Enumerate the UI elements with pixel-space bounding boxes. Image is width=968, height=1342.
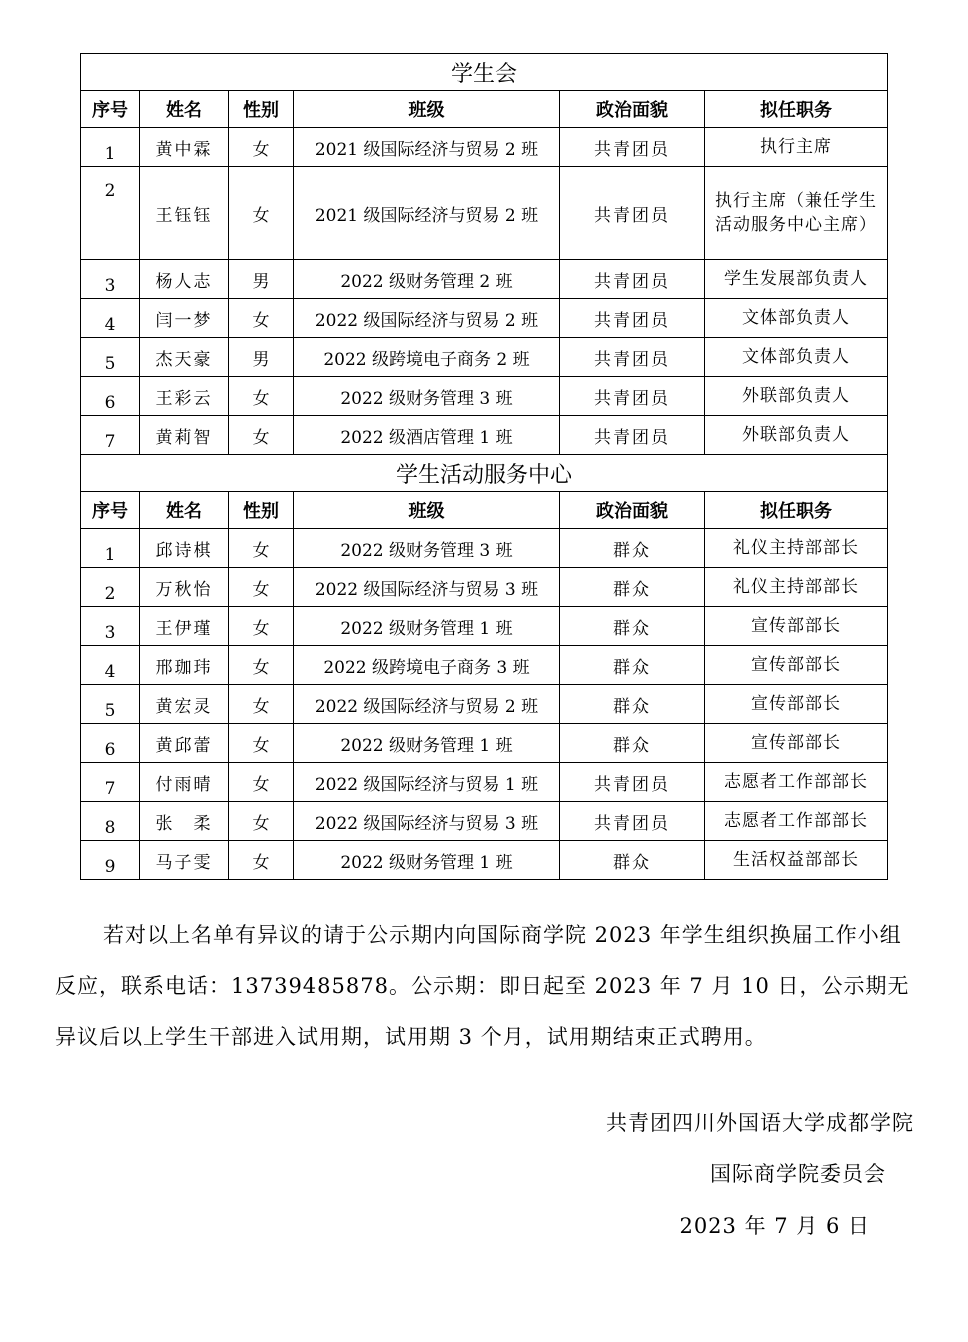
gender: 女 [229,377,294,416]
row-index: 1 [81,128,140,167]
table-row [81,167,888,260]
table-row [81,724,888,763]
gender: 女 [229,724,294,763]
class-name: 2022 级国际经济与贸易 1 班 [294,763,560,802]
gender: 女 [229,763,294,802]
signature-date: 2023 年 7 月 6 日 [679,1214,870,1238]
row-index: 3 [81,607,140,646]
position: 学生发展部负责人 [705,260,888,299]
row-index: 9 [81,841,140,880]
table-row [81,128,888,167]
class-name: 2022 级国际经济与贸易 2 班 [294,685,560,724]
roster-table [80,53,888,880]
table-row [81,529,888,568]
student-name: 王伊瑾 [140,607,229,646]
column-header: 序号 [81,91,140,128]
gender: 女 [229,529,294,568]
row-index: 2 [81,568,140,607]
position: 宣传部部长 [705,646,888,685]
political-status: 群众 [560,724,705,763]
table-row [81,260,888,299]
gender: 男 [229,338,294,377]
row-index: 3 [81,260,140,299]
class-name: 2022 级财务管理 3 班 [294,377,560,416]
class-name: 2022 级财务管理 3 班 [294,529,560,568]
table-row [81,416,888,455]
political-status: 共青团员 [560,299,705,338]
gender: 女 [229,607,294,646]
table-row [81,763,888,802]
political-status: 共青团员 [560,377,705,416]
position: 外联部负责人 [705,377,888,416]
row-index: 2 [81,167,140,260]
column-header: 性别 [229,492,294,529]
section-title-row [81,54,888,91]
class-name: 2022 级财务管理 2 班 [294,260,560,299]
position: 宣传部部长 [705,685,888,724]
class-name: 2021 级国际经济与贸易 2 班 [294,128,560,167]
row-index: 7 [81,416,140,455]
position: 志愿者工作部部长 [705,763,888,802]
student-name: 杨人志 [140,260,229,299]
table-row [81,802,888,841]
political-status: 群众 [560,529,705,568]
student-name: 杰天豪 [140,338,229,377]
position: 宣传部部长 [705,724,888,763]
column-header: 班级 [294,91,560,128]
student-name: 黄莉智 [140,416,229,455]
position: 志愿者工作部部长 [705,802,888,841]
political-status: 群众 [560,607,705,646]
political-status: 共青团员 [560,416,705,455]
gender: 女 [229,685,294,724]
student-name: 万秋怡 [140,568,229,607]
position: 宣传部部长 [705,607,888,646]
gender: 女 [229,128,294,167]
position: 生活权益部部长 [705,841,888,880]
row-index: 4 [81,646,140,685]
student-name: 王彩云 [140,377,229,416]
class-name: 2022 级跨境电子商务 2 班 [294,338,560,377]
position: 外联部负责人 [705,416,888,455]
row-index: 8 [81,802,140,841]
table-row [81,646,888,685]
student-name: 王钰钰 [140,167,229,260]
gender: 男 [229,260,294,299]
row-index: 1 [81,529,140,568]
table-header-row [81,91,888,128]
class-name: 2022 级酒店管理 1 班 [294,416,560,455]
political-status: 群众 [560,568,705,607]
student-name: 黄宏灵 [140,685,229,724]
table-row [81,338,888,377]
section-title: 学生会 [81,54,888,91]
gender: 女 [229,568,294,607]
political-status: 共青团员 [560,128,705,167]
position: 文体部负责人 [705,299,888,338]
political-status: 共青团员 [560,802,705,841]
political-status: 群众 [560,841,705,880]
political-status: 共青团员 [560,338,705,377]
gender: 女 [229,299,294,338]
column-header: 政治面貌 [560,492,705,529]
column-header: 序号 [81,492,140,529]
column-header: 拟任职务 [705,91,888,128]
row-index: 5 [81,338,140,377]
student-name: 闫一梦 [140,299,229,338]
student-name: 黄邱蕾 [140,724,229,763]
gender: 女 [229,646,294,685]
political-status: 共青团员 [560,763,705,802]
student-name: 邱诗棋 [140,529,229,568]
class-name: 2022 级国际经济与贸易 3 班 [294,802,560,841]
table-row [81,377,888,416]
table-row [81,568,888,607]
column-header: 姓名 [140,91,229,128]
table-row [81,841,888,880]
student-name: 张 柔 [140,802,229,841]
row-index: 4 [81,299,140,338]
class-name: 2022 级财务管理 1 班 [294,841,560,880]
table-row [81,685,888,724]
class-name: 2022 级财务管理 1 班 [294,607,560,646]
political-status: 群众 [560,646,705,685]
student-name: 邢珈玮 [140,646,229,685]
position: 文体部负责人 [705,338,888,377]
class-name: 2021 级国际经济与贸易 2 班 [294,167,560,260]
column-header: 性别 [229,91,294,128]
gender: 女 [229,167,294,260]
gender: 女 [229,802,294,841]
roster-sheet [80,53,887,880]
row-index: 6 [81,377,140,416]
political-status: 群众 [560,685,705,724]
student-name: 马子雯 [140,841,229,880]
position: 执行主席（兼任学生活动服务中心主席） [705,167,888,260]
gender: 女 [229,416,294,455]
table-row [81,607,888,646]
signature-committee: 国际商学院委员会 [710,1162,886,1186]
student-name: 付雨晴 [140,763,229,802]
notice-paragraph: 若对以上名单有异议的请于公示期内向国际商学院 2023 年学生组织换届工作小组反应，联系电话：13739485878。公示期：即日起至 2023 年 7 月 10 日，公示期无异议后以上学生干部进入试用期，试用期 3 个月，试用期结束正式聘用。 [55,923,910,1049]
student-name: 黄中霖 [140,128,229,167]
political-status: 共青团员 [560,167,705,260]
section-title-row [81,455,888,492]
signature-org: 共青团四川外国语大学成都学院 [606,1111,914,1135]
row-index: 5 [81,685,140,724]
class-name: 2022 级跨境电子商务 3 班 [294,646,560,685]
column-header: 政治面貌 [560,91,705,128]
table-row [81,299,888,338]
class-name: 2022 级国际经济与贸易 2 班 [294,299,560,338]
position: 礼仪主持部部长 [705,568,888,607]
class-name: 2022 级国际经济与贸易 3 班 [294,568,560,607]
column-header: 姓名 [140,492,229,529]
row-index: 6 [81,724,140,763]
column-header: 拟任职务 [705,492,888,529]
political-status: 共青团员 [560,260,705,299]
table-header-row [81,492,888,529]
class-name: 2022 级财务管理 1 班 [294,724,560,763]
column-header: 班级 [294,492,560,529]
row-index: 7 [81,763,140,802]
gender: 女 [229,841,294,880]
position: 礼仪主持部部长 [705,529,888,568]
position: 执行主席 [705,128,888,167]
section-title: 学生活动服务中心 [81,455,888,492]
